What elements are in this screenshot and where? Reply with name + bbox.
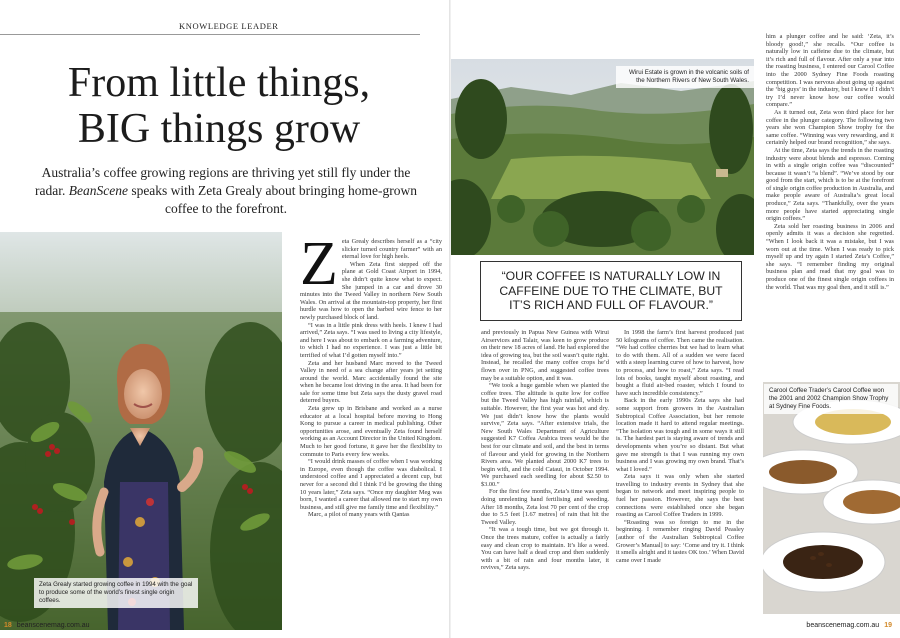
body-column-2 [481, 329, 609, 572]
headline-line-2: BIG things grow [77, 106, 361, 152]
estate-caption: Wirui Estate is grown in the volcanic soils of the Northern Rivers of New South Wales. [616, 66, 754, 88]
standfirst-part-1: Australia’s coffee growing regions are thriving yet still fly under the radar. [34, 165, 411, 198]
col1-paragraph: Marc, a pilot of many years with Qantas [308, 511, 410, 519]
col1-paragraph: eta Grealy describes herself as a “city slicker turned country farmer” with an eternal love for high heels. [341, 238, 442, 261]
body-column-4 [766, 33, 894, 291]
coffee-samples-photo [763, 382, 900, 614]
site-url-left: beanscenemag.com.au [16, 622, 90, 629]
col2-paragraph: “It was a tough time, but we got through it. Once the trees mature, coffee is actually a fairly easy and clean crop to maintain. It’s like a weed. You can have half a dead crop and then suddenly with a bit of rain and four months later, it revives,” Zeta says. [481, 526, 609, 572]
standfirst-brand: BeanScene [68, 183, 128, 198]
trophy-caption: Carool Coffee Trader’s Carool Coffee won the 2001 and 2002 Champion Show Trophy at Sydney Fine Foods. [764, 384, 898, 414]
col1-paragraph: Zeta and her husband Marc moved to the Tweed Valley in need of a sea change after years jet setting around the world. Marc accidentally found the site when he became lost driving in the area. It had been for sale for some time but Zeta says the dusty gravel road deterred buyers. [300, 359, 442, 405]
portrait-photo [0, 232, 282, 630]
page-number-right: 19 [884, 622, 892, 629]
col1-paragraph: Zeta grew up in Brisbane and worked as a nurse educator at a local hospital before moving to Hong Kong to pursue a career in medical publishing. Other opportunities arose, and eventually Zeta found herself working as an Account Director in the United Kingdom. Much to her good fortune, it gave her the flexibility to commute to Paris every few weeks. [300, 405, 442, 458]
col2-paragraph: and previously in Papua New Guinea with Wirui Airservices and Talair, was keen to grow produce on their new 18 acres of land. He had explored the idea of growing tea, but the soil wasn’t quite right. Instead, he recalled the many coffee crops he’d flown over in PNG, and suggested coffee trees may be a suitable option, and it was. [481, 329, 609, 382]
dropcap: Z [300, 230, 338, 298]
col4-paragraph: Zeta sold her roasting business in 2006 and openly admits it was a decision she regretted. “When I look back it was a mistake, but I was worn out at the time. When I was ready to pick myself up and try again I started Zeta’s Coffee,” she says. “I remember finding my original business plan and read that my goal was to produce one of the finest single origin coffees in the world. That was my goal then, and it still is.” [766, 222, 894, 291]
pull-quote: “OUR COFFEE IS NATURALLY LOW IN CAFFEINE DUE TO THE CLIMATE, BUT IT’S RICH AND FULL OF FLAVOUR.” [480, 261, 742, 321]
body-column-3 [616, 329, 744, 564]
standfirst [26, 164, 426, 218]
col4-paragraph: him a plunger coffee and he said: ‘Zeta, it’s bloody good!,” she recalls. “Our coffee is naturally low in caffeine due to the climate, but it’s rich and full of flavour. After only a year into the roasting business, I entered our Carool Coffee into the 2000 Sydney Fine Foods roasting competition. I was nervous about going up against the ‘big guys’ in the industry, but I knew if I didn’t try I’d never know how our coffee would compare.” [766, 33, 894, 109]
col1-paragraph: “I would drink masses of coffee when I was working in Europe, even though the coffee was diabolical. I understood coffee and I appreciated a decent cup, but never for a second did I think I’d be growing the thing 10 years later,” Zeta says. “Once my daughter Meg was born, I wanted a career that allowed me to start my own business, and still give me family time and flexibility.” [300, 458, 442, 511]
col2-paragraph: For the first few months, Zeta’s time was spent doing unrelenting hand fertilising and weeding. After 18 months, Zeta lost 70 per cent of the crop due to 5.5 feet [1.67 metres] of rain that hit the Tweed Valley. [481, 488, 609, 526]
headline-line-1: From little things, [67, 60, 371, 106]
col1-paragraph: When Zeta first stepped off the plane at Gold Coast Airport in 1994, she didn’t quite know what to expect. She jumped in a car and drove 30 minutes into the Tweed Valley in northern New South Wales. On arrival at the mountain-top property, her first hurdle was how to open the barbed wire fence to her newly purchased block of land. [300, 260, 442, 321]
estate-illustration [451, 59, 754, 255]
headline [0, 60, 438, 152]
body-column-1 [300, 230, 442, 519]
footer-right [806, 622, 892, 629]
footer-left [4, 622, 90, 629]
col3-paragraph: In 1998 the farm’s first harvest produced just 50 kilograms of coffee. Then came the realisation. “We had coffee cherries but we had to learn what to do with them. All of a sudden we were faced with a steep learning curve of how to harvest, how to process, and how to roast,” Zeta says. “I read lots of books, taught myself about roasting, and bought a fluid air-bed roaster, which I found to have such incredible consistency.” [616, 329, 744, 397]
standfirst-part-2: speaks with Zeta Grealy about bringing home-grown coffee to the forefront. [127, 183, 417, 216]
col3-paragraph: “Roasting was so foreign to me in the beginning. I remember ringing David Peasley [author of the Australian Subtropical Coffee Grower’s Manual] to say: ‘Come and try it. I think it smells alright and it tastes OK too.’ When David came over I made [616, 518, 744, 564]
col4-paragraph: At the time, Zeta says the trends in the roasting industry were about blends and espresso. Coming in with a single origin coffee was “discounted” because it wasn’t “a blend”. “We’ve stood by our good from the start, which is to be at the forefront of single origin coffee production in Australia, and make people aware of Australia’s great local produce,” Zeta says. “Thankfully, over the years more people have started appreciating single origin coffees.” [766, 146, 894, 223]
col2-paragraph: “We took a huge gamble when we planted the coffee trees. The altitude is quite low for coffee but the Tweed Valley has high rainfall, which is suitable. However, the first year was hot and dry. We just didn’t know how the plants would survive,” Zeta says. “After extensive trials, the New South Wales Department of Agriculture suggested K7 Coffea Arabica trees would be the best for our climate and soil, and the best in terms of flavour and yield for growing in the Northern Rivers area. We planted about 2000 K7 trees to begin with, and the cold Cataui, in October 1994. We purchased each seedling for about $2.50 to $3.00.” [481, 382, 609, 488]
kicker-rule [0, 34, 420, 35]
col3-paragraph: Back in the early 1990s Zeta says she had some support from growers in the Australian Subtropical Coffee Association, but her remote location made it hard to attend regular meetings. “The isolation was tough and in some ways it still is. The hardest part is staying aware of trends and developments when you’re so distant. But what gave me strength is that I was running my own business and I was growing my own brand. That’s what I loved.” [616, 397, 744, 473]
col4-paragraph: As it turned out, Zeta won third place for her coffee in the plunger category. The following two years she won Champion Show trophy for the same coffee. “Winning was very rewarding, and it certainly helped our brand recognition,” she says. [766, 108, 894, 147]
section-kicker: KNOWLEDGE LEADER [179, 21, 279, 31]
col1-paragraph: “I was in a little pink dress with heels. I knew I had arrived,” Zeta says. “I was used to living a city lifestyle, and here I was about to embark on a farming adventure, to which I had no experience. I was just a little bit terrified of what I’d gotten myself into.” [300, 321, 442, 359]
col3-paragraph: Zeta says it was only when she started travelling to industry events in Sydney that she began to network and meet inspiring people to fuel her passion. However, she says the best connections were established once she began roasting as Carool Coffee Traders in 1999. [616, 473, 744, 519]
portrait-illustration [0, 232, 282, 630]
portrait-caption: Zeta Grealy started growing coffee in 1994 with the goal to produce some of the world’s finest single origin coffees. [34, 578, 198, 608]
site-url-right: beanscenemag.com.au [806, 622, 880, 629]
estate-photo [451, 59, 754, 255]
page-number-left: 18 [4, 622, 12, 629]
coffee-samples-illustration [763, 382, 900, 614]
